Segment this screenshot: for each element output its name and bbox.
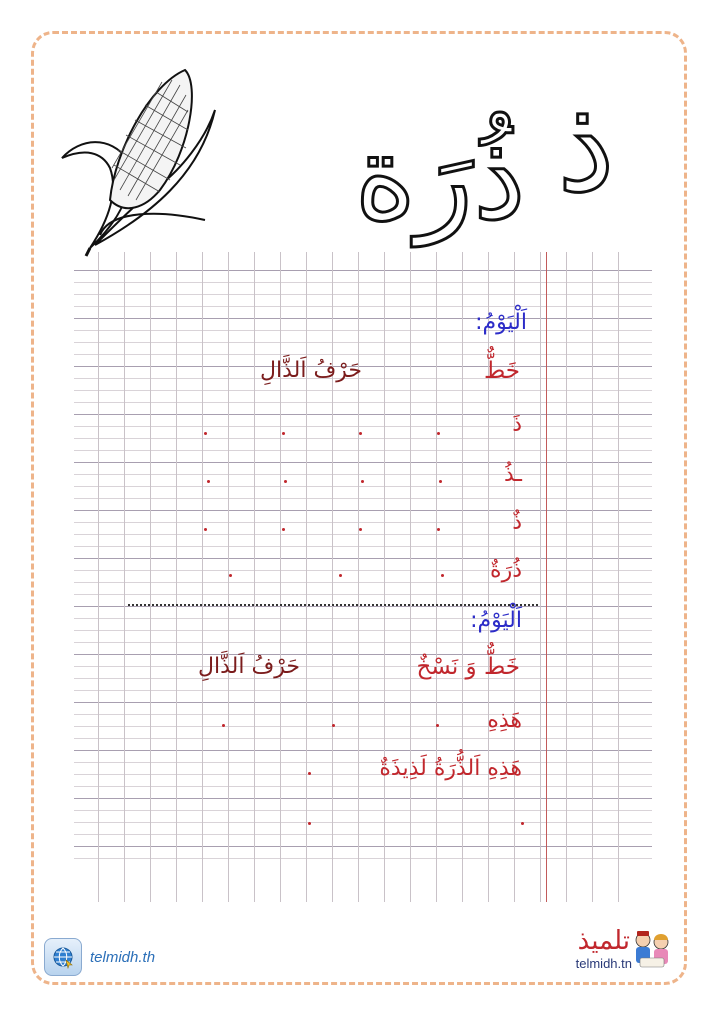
title-2: حَرْفُ اَلذَّالِ	[198, 654, 300, 679]
column-line	[566, 252, 567, 902]
guide-dot	[332, 724, 335, 727]
guide-dot	[439, 480, 442, 483]
guide-dot	[207, 480, 210, 483]
date-label-2: اَلْيَوْمُ:	[470, 608, 522, 633]
row-1-3: ذٌ	[512, 510, 522, 535]
brand-arabic: تلميذ	[577, 926, 630, 956]
guide-dot	[359, 528, 362, 531]
column-line	[618, 252, 619, 902]
row-1-4: ذُرَةٌ	[490, 558, 522, 583]
row-2-2: هَذِهِ اَلذُّرَةُ لَذِيذَةٌ	[379, 756, 522, 781]
khatt-label-2: خَطٌّ وَ نَسْخٌ	[416, 654, 520, 680]
column-line	[410, 252, 411, 902]
guide-dot	[282, 528, 285, 531]
column-line	[332, 252, 333, 902]
guide-dot	[361, 480, 364, 483]
column-line	[462, 252, 463, 902]
khatt-label-1: خَطٌّ	[483, 358, 520, 384]
guide-dot	[359, 432, 362, 435]
guide-dot	[521, 822, 524, 825]
column-line	[436, 252, 437, 902]
column-line	[150, 252, 151, 902]
column-line	[384, 252, 385, 902]
guide-dot	[284, 480, 287, 483]
brand-logo	[576, 926, 632, 971]
column-line	[540, 252, 541, 902]
kids-icon	[630, 928, 674, 976]
brand-latin: telmidh.tn	[575, 956, 632, 971]
ruled-grid	[74, 252, 652, 902]
column-line	[202, 252, 203, 902]
column-line	[228, 252, 229, 902]
column-line	[358, 252, 359, 902]
writing-sheet	[74, 252, 652, 902]
title-1: حَرْفُ اَلذَّالِ	[260, 358, 362, 383]
guide-dot	[229, 574, 232, 577]
row-1-2: ـذُ	[504, 462, 522, 487]
section-separator	[128, 604, 538, 606]
guide-dot	[282, 432, 285, 435]
header-word: ذُرَة	[354, 108, 526, 246]
row-2-1: هَذِهِ	[487, 708, 522, 733]
column-line	[254, 252, 255, 902]
footer-link[interactable]: telmidh.th	[90, 948, 156, 966]
guide-dot	[441, 574, 444, 577]
guide-dot	[437, 432, 440, 435]
margin-line	[546, 252, 547, 902]
column-line	[124, 252, 125, 902]
column-line	[98, 252, 99, 902]
header-illustration	[40, 40, 680, 260]
column-line	[488, 252, 489, 902]
guide-dot	[437, 528, 440, 531]
guide-dot	[339, 574, 342, 577]
guide-dot	[308, 822, 311, 825]
guide-dot	[436, 724, 439, 727]
column-line	[592, 252, 593, 902]
column-line	[176, 252, 177, 902]
guide-dot	[222, 724, 225, 727]
header-letter: ذ	[557, 69, 615, 221]
guide-dot	[308, 772, 311, 775]
column-line	[280, 252, 281, 902]
footer-link-group[interactable]	[44, 938, 155, 976]
guide-dot	[204, 528, 207, 531]
globe-icon	[44, 938, 82, 976]
date-label-1: اَلْيَوْمُ:	[475, 310, 527, 335]
column-line	[306, 252, 307, 902]
guide-dot	[204, 432, 207, 435]
row-1-1: ذَ	[512, 412, 522, 437]
